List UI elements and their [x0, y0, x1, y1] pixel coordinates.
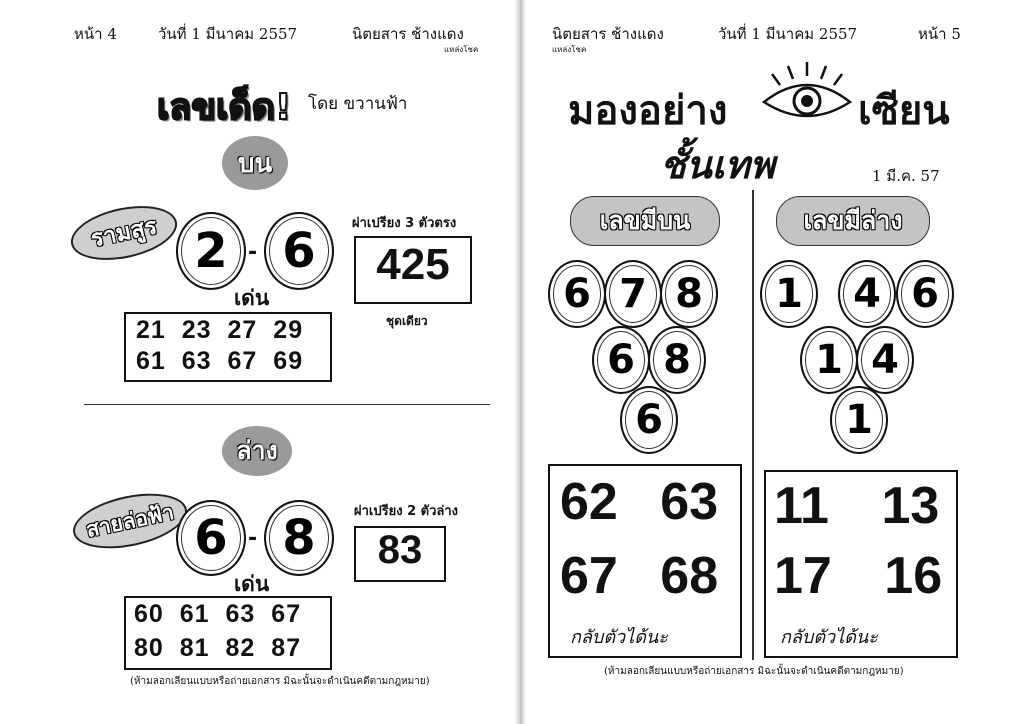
copyright-notice: (ห้ามลอกเลียนแบบหรือถ่ายเอกสาร มิฉะนั้นจะดำเนินคดีตามกฎหมาย) [604, 666, 904, 677]
publisher-name: นิตยสาร ช้างแดง [352, 25, 464, 43]
upper-digits-label: เลขมีบน [570, 196, 720, 246]
lower-pair-dash: - [248, 526, 258, 551]
page-number: หน้า 5 [918, 25, 961, 43]
upper-den-label: เด่น [234, 286, 270, 310]
lower-digit: 1 [760, 260, 818, 328]
lower-digit: 1 [800, 326, 858, 394]
lower-digit: 4 [856, 326, 914, 394]
lower-digits-label: เลขมีล่าง [776, 196, 930, 246]
combo-number: 68 [660, 547, 719, 605]
lower-combo-row-1 [774, 476, 939, 536]
upper-digit: 6 [592, 326, 650, 394]
combo-number: 27 [227, 316, 258, 344]
lower-badge: ล่าง [222, 426, 292, 476]
lower-pair-first: 6 [176, 500, 246, 576]
upper-combo-row-2 [136, 347, 303, 376]
upper-digit: 6 [620, 386, 678, 454]
publisher-sub: แหล่งโชค [444, 45, 479, 54]
page-gutter [514, 0, 526, 724]
combo-number: 21 [136, 316, 166, 344]
upper-combo-row-1 [560, 472, 718, 532]
combo-number: 11 [774, 477, 829, 535]
lower-combo-row-2 [774, 546, 942, 606]
upper-digit: 7 [604, 260, 662, 328]
lower-combo-row-2 [134, 634, 301, 663]
lower-combo-row-1 [134, 600, 301, 629]
lower-feature-title: ผ่าเปรียง 2 ตัวล่าง [354, 504, 459, 519]
column-subtitle: ชั้นเทพ [660, 143, 775, 187]
lower-label: สายล่อฟ้า [68, 484, 192, 557]
lower-feature-value: 83 [377, 528, 423, 572]
upper-feature-sub: ชุดเดียว [386, 314, 428, 328]
publisher-sub: แหล่งโชค [552, 45, 587, 54]
combo-number: 61 [136, 347, 166, 375]
upper-pair-dash: - [248, 240, 258, 265]
column-issue-date: 1 มี.ค. 57 [872, 167, 940, 185]
lower-reverse-note: กลับตัวได้นะ [780, 627, 878, 648]
upper-badge: บน [222, 136, 288, 190]
combo-number: 16 [884, 547, 943, 605]
issue-date: วันที่ 1 มีนาคม 2557 [718, 25, 858, 43]
upper-label: รามสูร [66, 197, 182, 268]
combo-number: 13 [881, 477, 940, 535]
column-title-right: เซียน [858, 88, 950, 134]
section-divider [84, 404, 490, 405]
upper-digit: 8 [660, 260, 718, 328]
issue-date: วันที่ 1 มีนาคม 2557 [158, 25, 298, 43]
combo-number: 60 [134, 600, 164, 628]
upper-combo-row-2 [560, 546, 718, 606]
page-number: หน้า 4 [74, 25, 117, 43]
combo-number: 80 [134, 634, 164, 662]
combo-number: 82 [225, 634, 256, 662]
upper-pair-first: 2 [176, 212, 246, 290]
column-title: เลขเด็ด! [157, 87, 292, 128]
upper-combo-row-1 [136, 316, 303, 345]
copyright-notice: (ห้ามลอกเลียนแบบหรือถ่ายเอกสาร มิฉะนั้นจะดำเนินคดีตามกฎหมาย) [130, 676, 430, 687]
lower-digit: 4 [838, 260, 896, 328]
combo-number: 63 [660, 473, 719, 531]
upper-digit: 6 [548, 260, 606, 328]
upper-pair-second: 6 [264, 212, 334, 290]
combo-number: 81 [179, 634, 210, 662]
combo-number: 63 [181, 347, 212, 375]
lower-pair-second: 8 [264, 500, 334, 576]
lower-digit: 1 [830, 386, 888, 454]
combo-number: 61 [179, 600, 210, 628]
lower-digit: 6 [896, 260, 954, 328]
column-divider [752, 190, 754, 660]
upper-reverse-note: กลับตัวได้นะ [570, 627, 668, 648]
lower-den-label: เด่น [234, 572, 270, 596]
eye-icon [758, 58, 856, 128]
combo-number: 67 [560, 547, 618, 605]
combo-number: 67 [271, 600, 302, 628]
combo-number: 87 [271, 634, 302, 662]
column-byline: โดย ขวานฟ้า [308, 94, 408, 114]
combo-number: 67 [227, 347, 258, 375]
publisher-name: นิตยสาร ช้างแดง [552, 25, 664, 43]
right-page [520, 0, 1024, 724]
combo-number: 23 [181, 316, 212, 344]
combo-number: 69 [273, 347, 304, 375]
combo-number: 17 [774, 547, 832, 605]
combo-number: 62 [560, 473, 618, 531]
column-title-left: มองอย่าง [568, 88, 728, 134]
upper-feature-title: ผ่าเปรียง 3 ตัวตรง [352, 216, 457, 231]
upper-feature-value: 425 [376, 240, 450, 289]
combo-number: 29 [273, 316, 304, 344]
upper-digit: 8 [648, 326, 706, 394]
combo-number: 63 [225, 600, 256, 628]
